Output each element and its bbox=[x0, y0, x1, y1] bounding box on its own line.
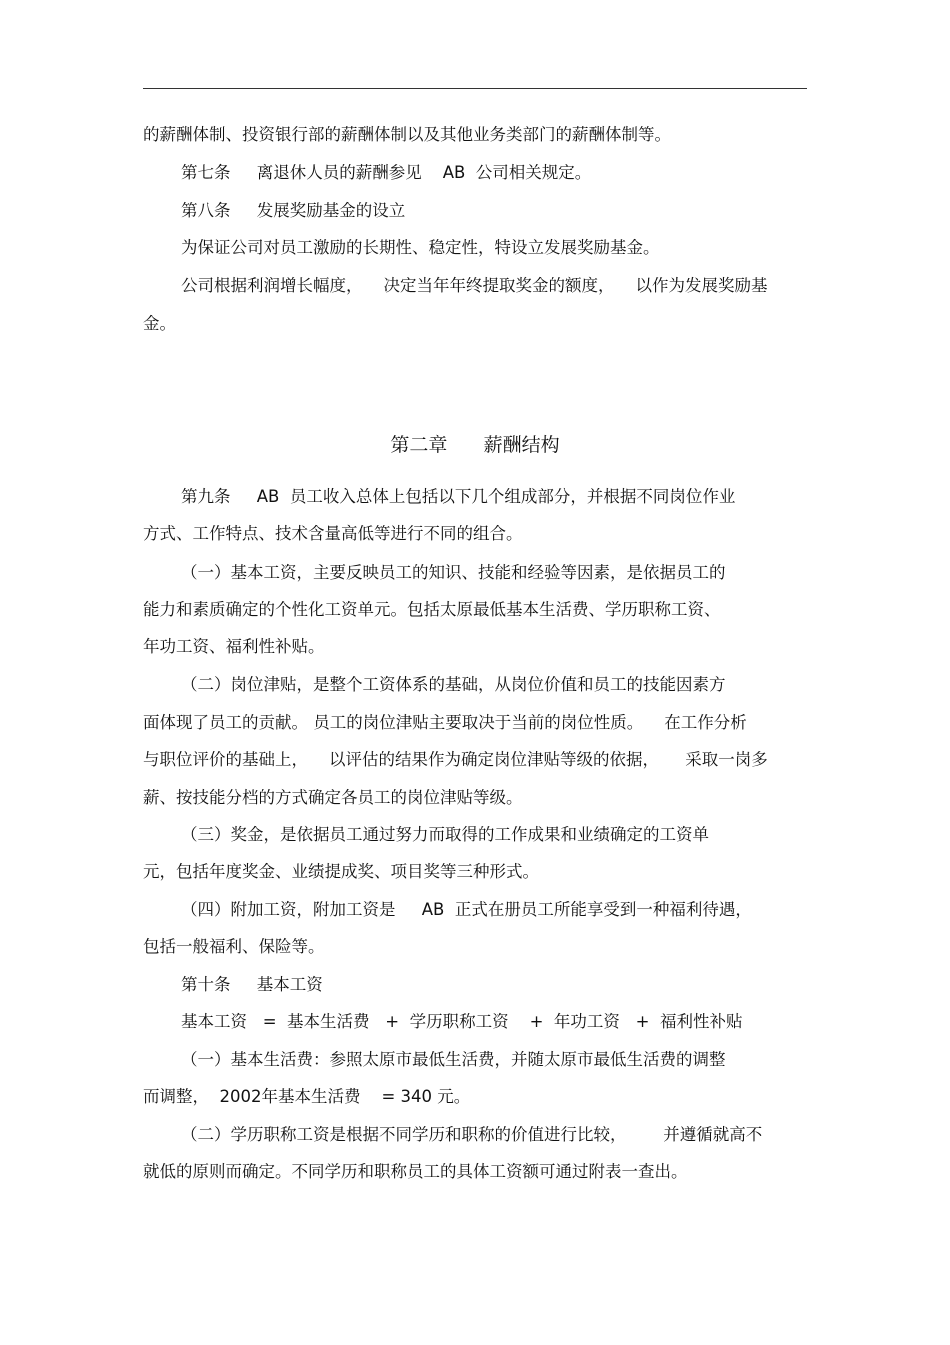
text-line: 包括一般福利、保险等。 bbox=[143, 937, 325, 956]
text-line: 公司根据利润增长幅度， 决定当年年终提取奖金的额度， 以作为发展奖励基 bbox=[181, 276, 768, 295]
text-line: 薪、按技能分档的方式确定各员工的岗位津贴等级。 bbox=[143, 788, 523, 807]
text-line: 能力和素质确定的个性化工资单元。包括太原最低基本生活费、学历职称工资、 bbox=[143, 600, 721, 619]
text-line: 与职位评价的基础上， 以评估的结果作为确定岗位津贴等级的依据， 采取一岗多 bbox=[143, 750, 768, 769]
article-9: 第九条 AB 员工收入总体上包括以下几个组成部分，并根据不同岗位作业 bbox=[181, 487, 736, 506]
item-additional-pay: （四）附加工资，附加工资是 AB 正式在册员工所能享受到一种福利待遇， bbox=[181, 900, 752, 919]
text-line: 就低的原则而确定。不同学历和职称员工的具体工资额可通过附表一查出。 bbox=[143, 1162, 688, 1181]
article-7: 第七条 离退休人员的薪酬参见 AB 公司相关规定。 bbox=[181, 163, 592, 182]
article-8-title: 第八条 发展奖励基金的设立 bbox=[181, 201, 406, 220]
item-education-title-pay: （二）学历职称工资是根据不同学历和职称的价值进行比较， 并遵循就高不 bbox=[181, 1125, 763, 1144]
item-bonus: （三）奖金，是依据员工通过努力而取得的工作成果和业绩确定的工资单 bbox=[181, 825, 709, 844]
text-line: 年功工资、福利性补贴。 bbox=[143, 637, 325, 656]
text-line: 元，包括年度奖金、业绩提成奖、项目奖等三种形式。 bbox=[143, 862, 539, 881]
header-rule bbox=[143, 88, 807, 89]
text-line: 金。 bbox=[143, 314, 176, 333]
text-line: 方式、工作特点、技术含量高低等进行不同的组合。 bbox=[143, 524, 523, 543]
item-position-allowance: （二）岗位津贴，是整个工资体系的基础，从岗位价值和员工的技能因素方 bbox=[181, 675, 726, 694]
text-line: 为保证公司对员工激励的长期性、稳定性，特设立发展奖励基金。 bbox=[181, 238, 660, 257]
chapter-title: 第二章 薪酬结构 bbox=[390, 434, 560, 456]
article-10-title: 第十条 基本工资 bbox=[181, 975, 323, 994]
text-line: 而调整， 2002年基本生活费 = 340 元。 bbox=[143, 1087, 471, 1106]
item-living-cost: （一）基本生活费：参照太原市最低生活费，并随太原市最低生活费的调整 bbox=[181, 1050, 726, 1069]
salary-formula: 基本工资 = 基本生活费 + 学历职称工资 + 年功工资 + 福利性补贴 bbox=[181, 1012, 743, 1031]
text-line: 的薪酬体制、投资银行部的薪酬体制以及其他业务类部门的薪酬体制等。 bbox=[143, 125, 671, 144]
item-basic-salary: （一）基本工资，主要反映员工的知识、技能和经验等因素，是依据员工的 bbox=[181, 563, 726, 582]
text-line: 面体现了员工的贡献。 员工的岗位津贴主要取决于当前的岗位性质。 在工作分析 bbox=[143, 713, 747, 732]
